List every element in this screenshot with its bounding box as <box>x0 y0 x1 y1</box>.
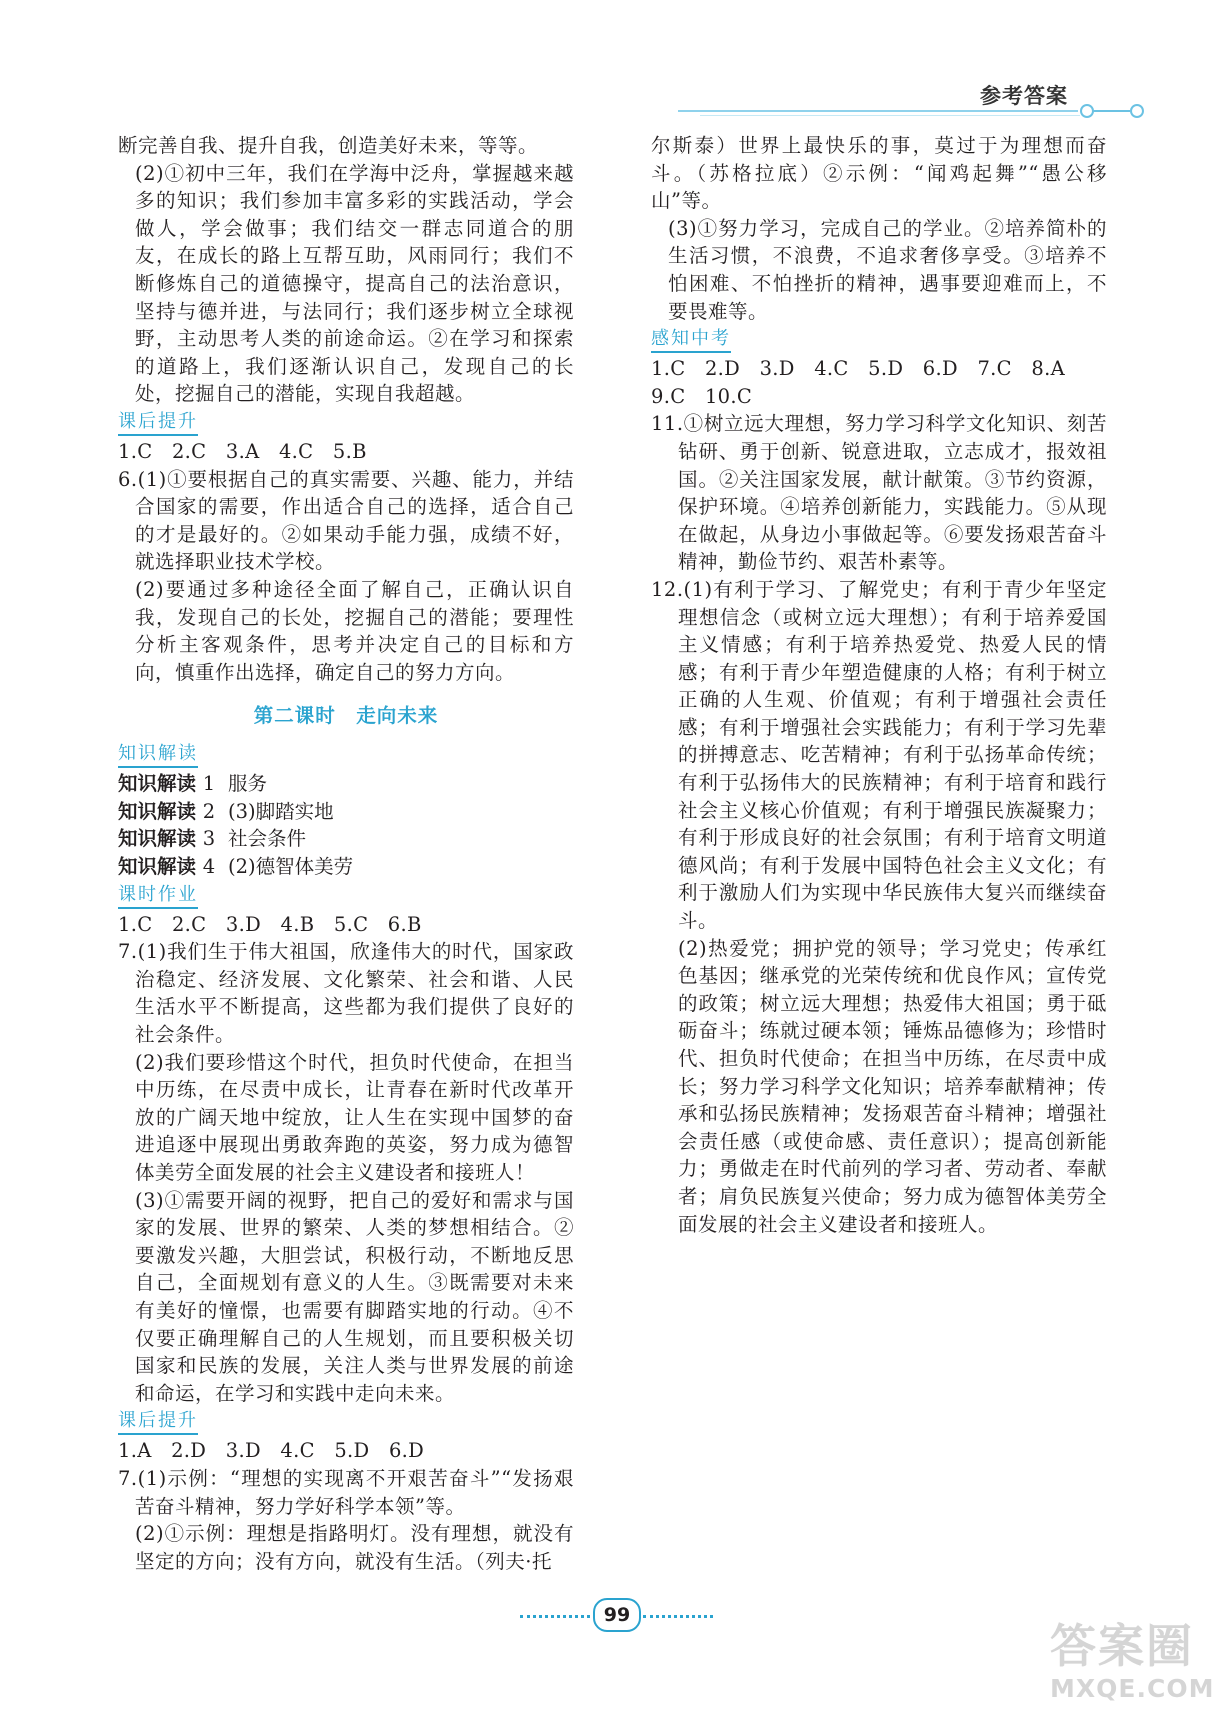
answer-item: 2.D <box>704 357 741 381</box>
knowledge-point <box>118 770 574 798</box>
header-title: 参考答案 <box>980 84 1068 108</box>
answer-item: 4.C <box>278 439 314 463</box>
answer-item: 4.B <box>280 912 315 936</box>
knowledge-point <box>118 798 574 826</box>
knowledge-point-number: 1 <box>202 772 216 796</box>
answer-item: 3.D <box>225 1439 261 1463</box>
section-label: 课后提升 <box>118 410 198 436</box>
answer-item: 6.B <box>387 912 422 936</box>
section-label: 课时作业 <box>118 883 198 909</box>
knowledge-point-number: 4 <box>202 855 216 879</box>
knowledge-point-key: 知识解读 <box>118 855 197 879</box>
watermark-url: MXQE.COM <box>1050 1674 1215 1703</box>
answer-item: 1.A <box>118 1439 152 1463</box>
paragraph: 12.(1)有利于学习、了解党史；有利于青少年坚定理想信念（或树立远大理想）；有利于培养爱国主义情感；有利于培养热爱党、热爱人民的情感；有利于青少年塑造健康的人格；有利于树立正确的人生观、价值观；有利于增强社会责任感；有利于增强社会实践能力；有利于学习先辈的拼搏意志、吃苦精神；有利于弘扬革命传统；有利于弘扬伟大的民族精神；有利于培育和践行社会主义核心价值观；有利于增强民族凝聚力；有利于形成良好的社会氛围；有利于培育文明道德风尚；有利于发展中国特色社会主义文化；有利于激励人们为实现中华民族伟大复兴而继续奋斗。 <box>651 577 1107 933</box>
answer-item: 2.C <box>171 912 207 936</box>
answer-item: 5.D <box>868 357 904 381</box>
answer-item: 7.C <box>977 357 1012 381</box>
page-number: 99 <box>593 1598 641 1632</box>
header-dot-connector <box>1092 110 1130 112</box>
paragraph: 7.(1)我们生于伟大祖国，欣逢伟大的时代，国家政治稳定、经济发展、文化繁荣、社会和谐、人民生活水平不断提高，这些都为我们提供了良好的社会条件。 <box>118 940 574 1047</box>
knowledge-point-key: 知识解读 <box>118 827 197 851</box>
knowledge-point-value: (2)德智体美劳 <box>228 855 354 879</box>
paragraph: 7.(1)示例：“理想的实现离不开艰苦奋斗”“发扬艰苦奋斗精神，努力学好科学本领”等。 <box>118 1466 574 1518</box>
paragraph: (3)①努力学习，完成自己的学业。②培养简朴的生活习惯，不浪费，不追求奢侈享受。③培养不怕困难、不怕挫折的精神，遇事要迎难而上，不要畏难等。 <box>668 216 1107 323</box>
answer-item: 8.A <box>1031 357 1065 381</box>
footer-dots <box>520 1615 590 1618</box>
paragraph: 6.(1)①要根据自己的真实需要、兴趣、能力，并结合国家的需要，作出适合自己的选择，适合自己的才是最好的。②如果动手能力强，成绩不好，就选择职业技术学校。 <box>118 467 574 574</box>
answer-item: 9.C <box>651 384 686 408</box>
answer-row <box>651 355 1107 383</box>
answer-row <box>651 383 1107 411</box>
paragraph: (3)①需要开阔的视野，把自己的爱好和需求与国家的发展、世界的繁荣、人类的梦想相结合。②要激发兴趣，大胆尝试，积极行动，不断地反思自己，全面规划有意义的人生。③既需要对未来有美好的憧憬，也需要有脚踏实地的行动。④不仅要正确理解自己的人生规划，而且要积极关切国家和民族的发展，关注人类与世界发展的前途和命运，在学习和实践中走向未来。 <box>135 1188 574 1405</box>
answer-row <box>118 438 574 466</box>
left-column <box>118 132 574 1575</box>
knowledge-point-number: 3 <box>202 827 216 851</box>
watermark-logo <box>1050 1618 1218 1710</box>
answer-item: 3.A <box>225 439 260 463</box>
answer-item: 5.B <box>332 439 367 463</box>
paragraph: (2)热爱党；拥护党的领导；学习党史；传承红色基因；继承党的光荣传统和优良作风；宣传党的政策；树立远大理想；热爱伟大祖国；勇于砥砺奋斗；练就过硬本领；锤炼品德修为；珍惜时代、担负时代使命；在担当中历练，在尽责中成长；努力学习科学文化知识；培养奉献精神；传承和弘扬民族精神；发扬艰苦奋斗精神；增强社会责任感（或使命感、责任意识）；提高创新能力；勇做走在时代前列的学习者、劳动者、奉献者；肩负民族复兴使命；努力成为德智体美劳全面发展的社会主义建设者和接班人。 <box>678 936 1107 1236</box>
answer-item: 6.D <box>388 1439 425 1463</box>
paragraph: 尔斯泰）世界上最快乐的事，莫过于为理想而奋斗。（苏格拉底）②示例：“闻鸡起舞”“愚公移山”等。 <box>651 134 1107 213</box>
header-dot-icon <box>1130 104 1144 118</box>
knowledge-point-value: 服务 <box>228 772 268 796</box>
answer-item: 5.D <box>334 1439 370 1463</box>
section-label: 课后提升 <box>118 1409 198 1435</box>
paragraph: (2)我们要珍惜这个时代，担负时代使命，在担当中历练，在尽责中成长，让青春在新时代改革开放的广阔天地中绽放，让人生在实现中国梦的奋进追逐中展现出勇敢奔跑的英姿，努力成为德智体美劳全面发展的社会主义建设者和接班人！ <box>135 1050 574 1184</box>
knowledge-point-value: 社会条件 <box>228 827 307 851</box>
knowledge-point-value: (3)脚踏实地 <box>228 799 334 823</box>
knowledge-point-number: 2 <box>202 799 216 823</box>
answer-row <box>118 911 574 939</box>
answer-row <box>118 1437 574 1465</box>
paragraph: (2)要通过多种途径全面了解自己，正确认识自我，发现自己的长处，挖掘自己的潜能；要理性分析主客观条件，思考并决定自己的目标和方向，慎重作出选择，确定自己的努力方向。 <box>135 577 574 684</box>
answer-item: 1.C <box>118 912 153 936</box>
lesson-title: 第二课时 走向未来 <box>253 704 439 728</box>
knowledge-point <box>118 825 574 853</box>
answer-item: 3.D <box>759 357 795 381</box>
knowledge-point <box>118 853 574 881</box>
answer-item: 2.C <box>171 439 207 463</box>
section-label: 知识解读 <box>118 742 198 768</box>
paragraph: 断完善自我、提升自我，创造美好未来，等等。 <box>118 134 539 157</box>
answer-item: 3.D <box>225 912 262 936</box>
paragraph: 11.①树立远大理想，努力学习科学文化知识、刻苦钻研、勇于创新、锐意进取，立志成才，报效祖国。②关注国家发展，献计献策。③节约资源，保护环境。④培养创新能力，实践能力。⑤从现在做起，从身边小事做起等。⑥要发扬艰苦奋斗精神，勤俭节约、艰苦朴素等。 <box>651 412 1107 574</box>
watermark-text: 答案圈 <box>1050 1619 1194 1673</box>
answer-item: 4.C <box>814 357 849 381</box>
answer-item: 1.C <box>651 357 686 381</box>
footer-dots <box>643 1615 713 1618</box>
answer-item: 10.C <box>704 384 753 408</box>
knowledge-point-key: 知识解读 <box>118 799 197 823</box>
answer-item: 4.C <box>280 1439 315 1463</box>
right-column <box>651 132 1107 1238</box>
answer-item: 2.D <box>171 1439 207 1463</box>
answer-item: 5.C <box>333 912 369 936</box>
header-rule <box>678 110 1078 112</box>
paragraph: (2)①初中三年，我们在学海中泛舟，掌握越来越多的知识；我们参加丰富多彩的实践活动，学会做人，学会做事；我们结交一群志同道合的朋友，在成长的路上互帮互助，风雨同行；我们不断修炼自己的道德操守，提高自己的法治意识，坚持与德并进，与法同行；我们逐步树立全球视野，主动思考人类的前途命运。②在学习和探索的道路上，我们逐渐认识自己，发现自己的长处，挖掘自己的潜能，实现自我超越。 <box>135 161 574 406</box>
answer-item: 6.D <box>922 357 958 381</box>
knowledge-point-key: 知识解读 <box>118 772 197 796</box>
header-rule-light <box>700 115 1080 116</box>
answer-item: 1.C <box>118 439 153 463</box>
section-label: 感知中考 <box>651 327 731 353</box>
paragraph: (2)①示例：理想是指路明灯。没有理想，就没有坚定的方向；没有方向，就没有生活。（列夫·托 <box>135 1522 574 1573</box>
